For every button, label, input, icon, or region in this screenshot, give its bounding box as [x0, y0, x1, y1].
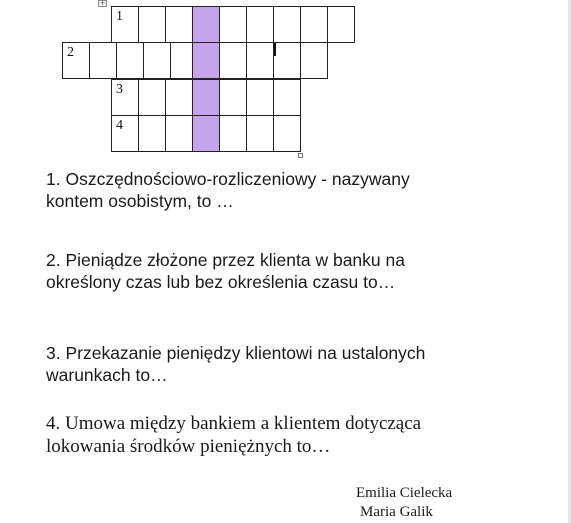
crossword-cell[interactable] [273, 42, 301, 79]
author-1: Emilia Cielecka [356, 485, 453, 501]
table-resize-handle[interactable] [298, 153, 303, 158]
crossword-cell[interactable] [138, 79, 166, 116]
row-number-label: 4 [116, 118, 123, 133]
crossword-cell[interactable] [219, 42, 247, 79]
crossword-cell[interactable] [246, 79, 274, 116]
crossword-cell-highlight[interactable] [192, 42, 220, 79]
crossword-cell[interactable] [138, 115, 166, 152]
author-2: Maria Galik [360, 504, 433, 520]
crossword-cell[interactable] [143, 42, 171, 79]
crossword-cell[interactable] [89, 42, 117, 79]
crossword-cell[interactable] [116, 42, 144, 79]
clue-3-line-1: 3. Przekazanie pieniędzy klientowi na ustalonych [46, 343, 426, 363]
crossword-cell[interactable] [246, 42, 274, 79]
crossword-cell-highlight[interactable] [192, 79, 220, 116]
crossword-cell[interactable] [300, 42, 328, 79]
clue-3-line-2: warunkach to… [46, 365, 168, 385]
crossword-cell[interactable] [111, 6, 139, 43]
clue-2 [46, 249, 405, 293]
crossword-cell[interactable] [219, 6, 247, 43]
crossword-cell[interactable] [246, 115, 274, 152]
crossword-cell[interactable] [111, 79, 139, 116]
crossword-cell[interactable] [273, 115, 301, 152]
row-number-label: 1 [116, 9, 123, 24]
crossword-cell[interactable] [300, 6, 328, 43]
clue-2-line-2: określony czas lub bez określenia czasu to… [46, 272, 396, 292]
text-cursor [274, 43, 276, 56]
crossword-cell[interactable] [165, 79, 193, 116]
clue-4-line-1: 4. Umowa między bankiem a klientem dotycząca [46, 413, 422, 434]
crossword-cell[interactable] [219, 115, 247, 152]
crossword-cell[interactable] [273, 79, 301, 116]
crossword-cell[interactable] [273, 6, 301, 43]
table-move-handle-icon[interactable]: + [99, 0, 106, 7]
crossword-cell[interactable] [138, 6, 166, 43]
crossword-cell[interactable] [219, 79, 247, 116]
crossword-cell-highlight[interactable] [192, 115, 220, 152]
clue-2-line-1: 2. Pieniądze złożone przez klienta w banku na [46, 250, 405, 270]
crossword-cell[interactable] [165, 115, 193, 152]
crossword-cell[interactable] [165, 6, 193, 43]
clue-1-line-1: 1. Oszczędnościowo-rozliczeniowy - nazywany [46, 169, 410, 189]
row-number-label: 3 [116, 82, 123, 97]
clue-1 [46, 168, 410, 212]
clue-4 [46, 412, 421, 458]
row-number-label: 2 [67, 45, 74, 60]
crossword-cell[interactable] [62, 42, 90, 79]
crossword-cell[interactable] [327, 6, 355, 43]
clue-1-line-2: kontem osobistym, to … [46, 191, 234, 211]
crossword-cell[interactable] [246, 6, 274, 43]
crossword-cell-highlight[interactable] [192, 6, 220, 43]
crossword-cell[interactable] [111, 115, 139, 152]
clue-3 [46, 342, 425, 386]
clue-4-line-2: lokowania środków pieniężnych to… [46, 436, 331, 457]
